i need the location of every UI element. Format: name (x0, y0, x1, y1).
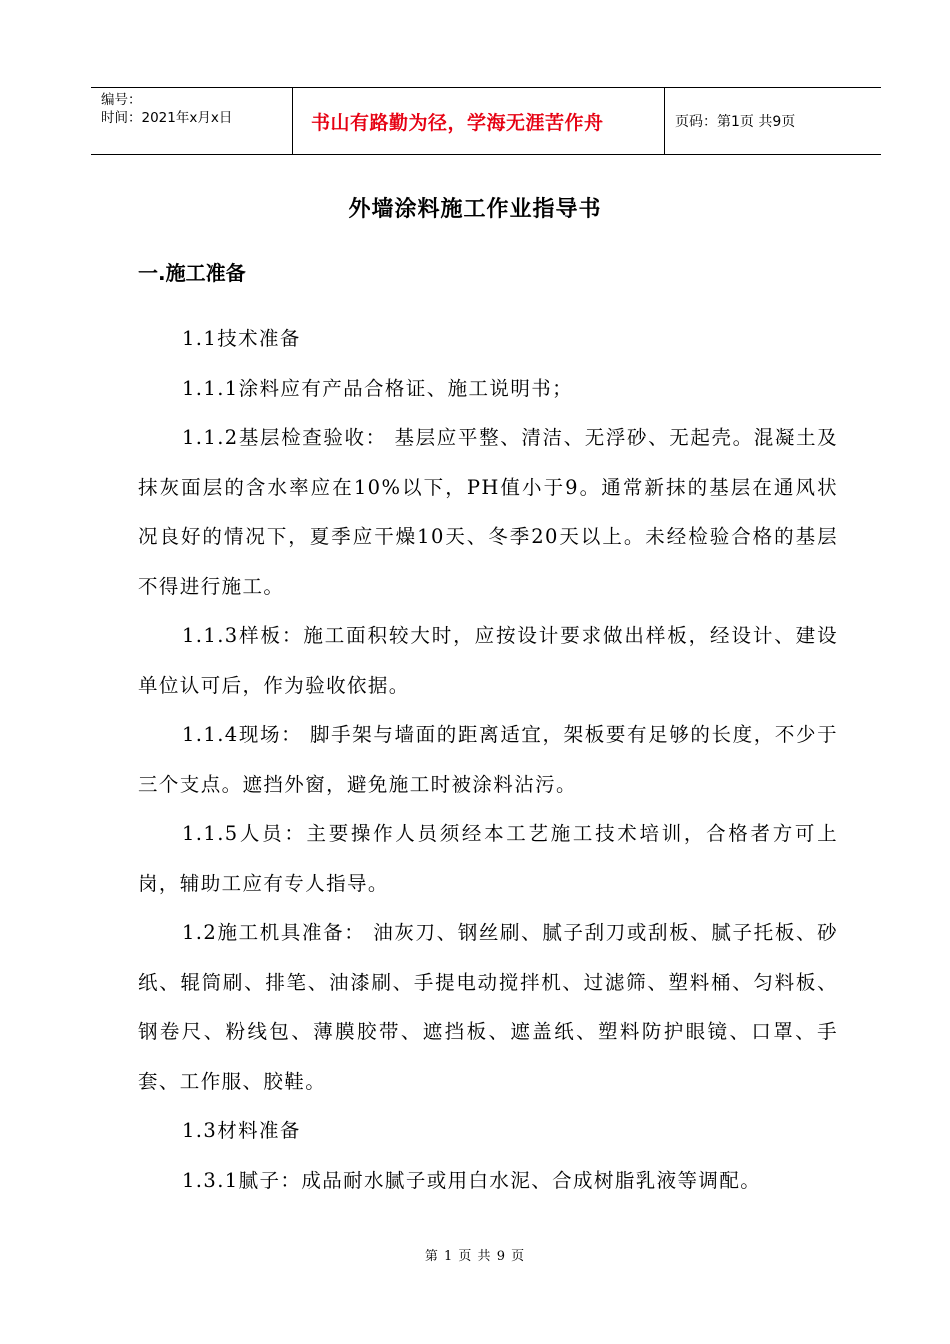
header-meta (91, 88, 293, 154)
paragraph-1-1-3: 1.1.3样板：施工面积较大时，应按设计要求做出样板，经设计、建设单位认可后，作为验收依据。 (138, 624, 838, 697)
section-heading: 一.施工准备 (138, 261, 246, 285)
paragraph-1-1-1: 1.1.1涂料应有产品合格证、施工说明书； (182, 376, 574, 400)
document-title: 外墙涂料施工作业指导书 (348, 197, 602, 222)
paragraph-1-2: 1.2施工机具准备： 油灰刀、钢丝刷、腻子刮刀或刮板、腻子托板、砂纸、辊筒刷、排笔、油漆刷、手提电动搅拌机、过滤筛、塑料桶、匀料板、钢卷尺、粉线包、薄膜胶带、遮挡板、遮盖纸、塑料防护眼镜、口罩、手套、工作服、胶鞋。 (138, 921, 838, 1093)
paragraph-1-3: 1.3材料准备 (182, 1119, 301, 1142)
header-page-number: 页码：第1页 共9页 (675, 114, 796, 130)
page-footer: 第 1 页 共 9 页 (424, 1249, 526, 1264)
paragraph-1-1-5: 1.1.5人员：主要操作人员须经本工艺施工技术培训，合格者方可上岗，辅助工应有专人指导。 (138, 822, 838, 895)
paragraph-1-3-1: 1.3.1腻子：成品耐水腻子或用白水泥、合成树脂乳液等调配。 (182, 1168, 762, 1192)
document-body (138, 314, 838, 1205)
document-time-label: 时间：2021年x月x日 (101, 110, 233, 126)
paragraph-1-1-2: 1.1.2基层检查验收： 基层应平整、清洁、无浮砂、无起壳。混凝土及抹灰面层的含水率应在10%以下，PH值小于9。通常新抹的基层在通风状况良好的情况下，夏季应干燥10天、冬季20天以上。未经检验合格的基层不得进行施工。 (138, 426, 838, 598)
header-motto: 书山有路勤为径，学海无涯苦作舟 (293, 88, 665, 154)
document-number-label: 编号： (101, 92, 142, 108)
paragraph-1-1-4: 1.1.4现场： 脚手架与墙面的距离适宜，架板要有足够的长度，不少于三个支点。遮挡外窗，避免施工时被涂料沾污。 (138, 723, 838, 796)
paragraph-1-1: 1.1技术准备 (182, 327, 301, 350)
document-header (91, 87, 881, 155)
